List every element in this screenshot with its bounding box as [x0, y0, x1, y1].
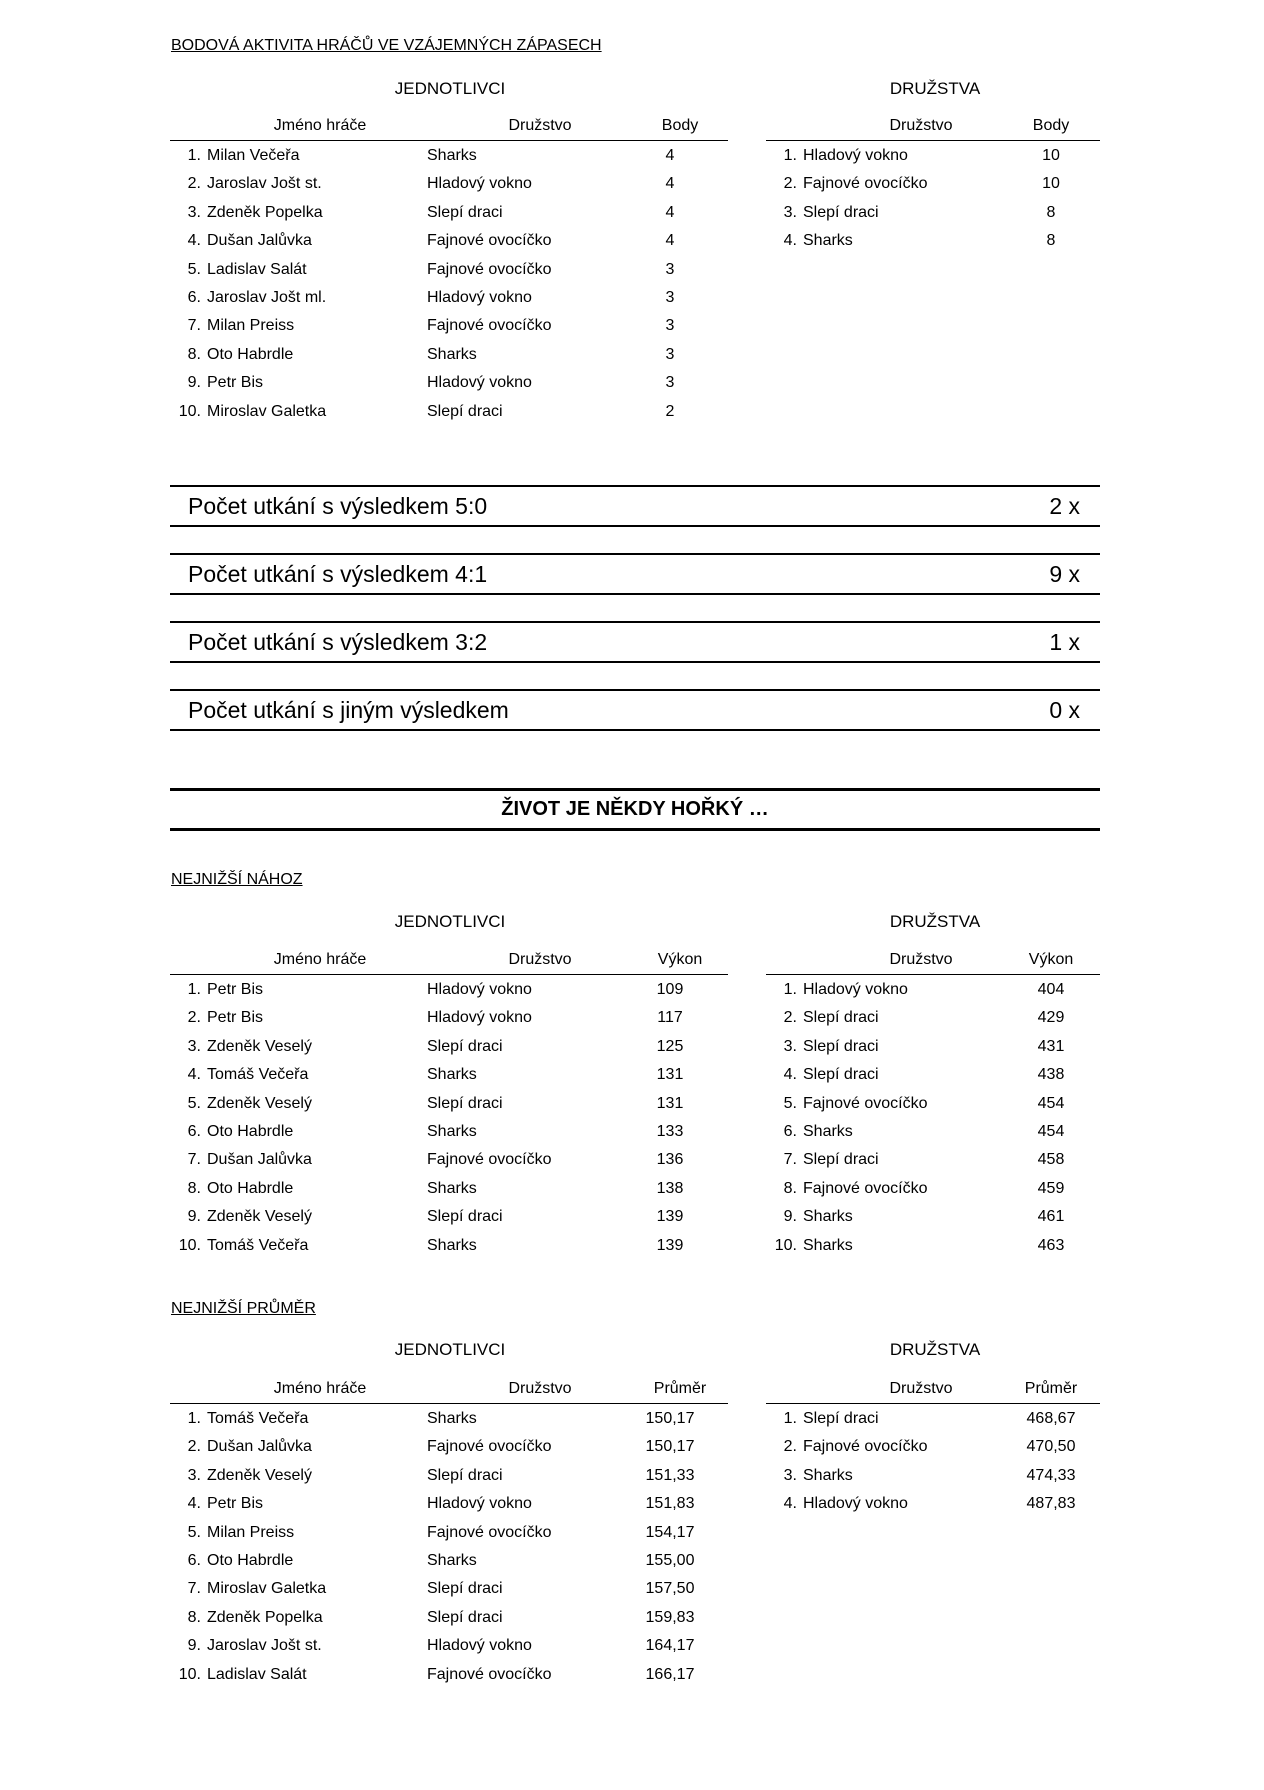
row-rank: 5.: [187, 1094, 201, 1112]
row-team: Sharks: [427, 1410, 477, 1427]
row-team: Slepí draci: [803, 1151, 879, 1169]
row-rank: 3.: [187, 203, 201, 221]
row-rank: 9.: [187, 374, 201, 392]
column-header-value: Výkon: [1028, 951, 1074, 968]
row-value: 8: [1046, 232, 1056, 250]
table-row: [170, 1404, 728, 1432]
row-rank: 9.: [187, 1637, 201, 1655]
row-team: Hladový vokno: [803, 981, 908, 998]
row-team: Slepí draci: [427, 1037, 503, 1055]
column-header-value: Průměr: [1024, 1380, 1078, 1397]
row-value: 151,33: [645, 1466, 695, 1484]
table-row: [170, 1145, 728, 1173]
table-row: [766, 1032, 1100, 1060]
row-player-name: Zdeněk Popelka: [207, 203, 323, 221]
row-team: Hladový vokno: [427, 1009, 532, 1027]
table-row: [766, 226, 1100, 254]
row-value: 404: [1037, 981, 1065, 998]
count-label: Počet utkání s výsledkem 4:1: [188, 561, 488, 587]
row-team: Sharks: [803, 1236, 853, 1254]
row-rank: 10.: [178, 402, 201, 420]
row-team: Hladový vokno: [427, 288, 532, 306]
row-player-name: Zdeněk Veselý: [207, 1208, 312, 1226]
row-value: 133: [656, 1122, 684, 1140]
row-team: Sharks: [803, 232, 853, 250]
row-rank: 4.: [187, 232, 201, 250]
lowest-average-teams-table: [766, 1377, 1100, 1518]
row-rank: 1.: [783, 147, 797, 164]
row-rank: 6.: [187, 288, 201, 306]
table-row: [170, 1660, 728, 1688]
column-header-team: Družstvo: [889, 117, 953, 134]
table-row: [170, 226, 728, 254]
table-row: [170, 1060, 728, 1088]
row-value: 8: [1046, 203, 1056, 221]
row-value: 3: [665, 345, 675, 363]
group-label-teams: DRUŽSTVA: [889, 1340, 981, 1359]
row-rank: 4.: [783, 1495, 797, 1513]
table-row: [170, 198, 728, 226]
row-player-name: Milan Večeřa: [207, 147, 300, 164]
row-rank: 8.: [187, 1608, 201, 1626]
row-rank: 2.: [783, 175, 797, 193]
row-team: Sharks: [427, 1179, 477, 1197]
table-row: [766, 1461, 1100, 1489]
row-value: 150,17: [645, 1438, 695, 1456]
row-rank: 10.: [774, 1236, 797, 1254]
row-player-name: Jaroslav Jošt st.: [207, 175, 322, 193]
row-team: Sharks: [803, 1208, 853, 1226]
row-player-name: Oto Habrdle: [207, 1179, 294, 1197]
points-individuals-table: [170, 114, 728, 425]
table-row: [766, 1145, 1100, 1173]
table-header: [766, 948, 1100, 975]
row-value: 3: [665, 374, 675, 392]
column-header-team: Družstvo: [508, 951, 572, 968]
table-row: [766, 1202, 1100, 1230]
row-value: 3: [665, 288, 675, 306]
row-team: Slepí draci: [427, 1208, 503, 1226]
row-player-name: Milan Preiss: [207, 1523, 295, 1541]
column-header-name: Jméno hráče: [273, 951, 367, 968]
count-value: 0 x: [1049, 697, 1080, 723]
table-row: [170, 368, 728, 396]
row-value: 125: [656, 1037, 684, 1055]
row-value: 154,17: [645, 1523, 695, 1541]
row-value: 468,67: [1026, 1410, 1076, 1427]
table-row: [766, 1060, 1100, 1088]
row-team: Slepí draci: [427, 1094, 503, 1112]
row-value: 3: [665, 260, 675, 278]
row-rank: 1.: [783, 981, 797, 998]
row-player-name: Zdeněk Veselý: [207, 1094, 312, 1112]
row-value: 139: [656, 1208, 684, 1226]
table-row: [170, 141, 728, 169]
table-row: [170, 1032, 728, 1060]
column-header-name: Jméno hráče: [273, 117, 367, 134]
row-team: Fajnové ovocíčko: [427, 317, 552, 335]
table-row: [170, 1117, 728, 1145]
row-value: 458: [1037, 1151, 1065, 1169]
table-row: [170, 1546, 728, 1574]
count-value: 9 x: [1049, 561, 1080, 587]
row-player-name: Dušan Jalůvka: [207, 1151, 312, 1169]
row-value: 138: [656, 1179, 684, 1197]
table-row: [766, 141, 1100, 169]
row-team: Fajnové ovocíčko: [803, 1179, 928, 1197]
count-row-3-2: [170, 621, 1100, 663]
row-value: 454: [1037, 1122, 1065, 1140]
row-team: Fajnové ovocíčko: [427, 1438, 552, 1456]
row-value: 4: [665, 147, 675, 164]
row-player-name: Milan Preiss: [207, 317, 295, 335]
column-header-team: Družstvo: [889, 951, 953, 968]
table-row: [766, 1489, 1100, 1517]
row-player-name: Dušan Jalůvka: [207, 1438, 312, 1456]
row-player-name: Miroslav Galetka: [207, 402, 327, 420]
row-rank: 1.: [187, 147, 201, 164]
banner-text: ŽIVOT JE NĚKDY HOŘKÝ …: [501, 798, 769, 820]
row-team: Sharks: [803, 1466, 853, 1484]
row-player-name: Oto Habrdle: [207, 345, 294, 363]
row-rank: 9.: [187, 1208, 201, 1226]
row-team: Fajnové ovocíčko: [427, 1151, 552, 1169]
row-player-name: Zdeněk Popelka: [207, 1608, 323, 1626]
row-rank: 5.: [187, 1523, 201, 1541]
table-row: [766, 1089, 1100, 1117]
table-row: [170, 1432, 728, 1460]
row-player-name: Petr Bis: [207, 374, 264, 392]
table-row: [170, 169, 728, 197]
table-row: [170, 397, 728, 425]
row-rank: 10.: [178, 1236, 201, 1254]
table-header: [170, 114, 728, 141]
row-team: Hladový vokno: [803, 1495, 908, 1513]
row-team: Slepí draci: [427, 1608, 503, 1626]
table-row: [170, 283, 728, 311]
row-value: 157,50: [645, 1580, 695, 1598]
row-rank: 6.: [187, 1122, 201, 1140]
row-value: 155,00: [645, 1551, 695, 1569]
row-value: 438: [1037, 1066, 1065, 1084]
count-value: 2 x: [1049, 493, 1080, 519]
table-row: [766, 1404, 1100, 1432]
row-player-name: Jaroslav Jošt st.: [207, 1637, 322, 1655]
row-rank: 2.: [783, 1009, 797, 1027]
row-team: Slepí draci: [803, 1410, 879, 1427]
row-rank: 8.: [187, 345, 201, 363]
row-value: 4: [665, 175, 675, 193]
row-value: 431: [1037, 1037, 1065, 1055]
table-row: [170, 1174, 728, 1202]
table-row: [170, 1518, 728, 1546]
row-rank: 1.: [187, 981, 201, 998]
row-rank: 7.: [187, 317, 201, 335]
row-rank: 6.: [187, 1551, 201, 1569]
row-team: Fajnové ovocíčko: [803, 1094, 928, 1112]
row-team: Fajnové ovocíčko: [427, 232, 552, 250]
lowest-throw-teams-table: [766, 948, 1100, 1259]
row-team: Slepí draci: [803, 1009, 879, 1027]
row-rank: 4.: [187, 1066, 201, 1084]
row-team: Slepí draci: [803, 203, 879, 221]
banner: [170, 788, 1100, 831]
row-rank: 1.: [187, 1410, 201, 1427]
row-rank: 2.: [187, 1009, 201, 1027]
row-player-name: Tomáš Večeřa: [207, 1066, 309, 1084]
row-value: 150,17: [645, 1410, 695, 1427]
row-rank: 2.: [783, 1438, 797, 1456]
table-row: [170, 1489, 728, 1517]
column-header-value: Výkon: [657, 951, 703, 968]
row-value: 463: [1037, 1236, 1065, 1254]
row-team: Hladový vokno: [427, 1637, 532, 1655]
count-row-other: [170, 689, 1100, 731]
table-header: [766, 1377, 1100, 1404]
row-team: Fajnové ovocíčko: [427, 1523, 552, 1541]
table-row: [766, 975, 1100, 1003]
table-row: [766, 1117, 1100, 1145]
table-row: [766, 1003, 1100, 1031]
points-teams-table: [766, 114, 1100, 255]
row-team: Sharks: [427, 1236, 477, 1254]
row-team: Fajnové ovocíčko: [803, 1438, 928, 1456]
table-row: [170, 1603, 728, 1631]
row-value: 4: [665, 232, 675, 250]
row-value: 10: [1042, 147, 1060, 164]
column-header-value: Body: [1032, 117, 1070, 134]
row-team: Sharks: [803, 1122, 853, 1140]
group-label-individuals: JEDNOTLIVCI: [394, 912, 506, 931]
table-row: [170, 340, 728, 368]
row-player-name: Oto Habrdle: [207, 1122, 294, 1140]
row-team: Slepí draci: [427, 1580, 503, 1598]
table-row: [766, 1432, 1100, 1460]
row-value: 109: [656, 981, 684, 998]
column-header-team: Družstvo: [508, 1380, 572, 1397]
row-team: Hladový vokno: [803, 147, 908, 164]
section-title-points: BODOVÁ AKTIVITA HRÁČŮ VE VZÁJEMNÝCH ZÁPASECH: [171, 37, 602, 54]
table-row: [170, 1202, 728, 1230]
count-row-4-1: [170, 553, 1100, 595]
section-title-lowest-throw: NEJNIŽŠÍ NÁHOZ: [171, 871, 303, 888]
row-player-name: Petr Bis: [207, 981, 264, 998]
row-team: Slepí draci: [427, 203, 503, 221]
row-rank: 4.: [783, 232, 797, 250]
row-rank: 3.: [783, 1037, 797, 1055]
row-value: 151,83: [645, 1495, 695, 1513]
row-rank: 2.: [187, 175, 201, 193]
row-rank: 8.: [783, 1179, 797, 1197]
row-rank: 8.: [187, 1179, 201, 1197]
row-player-name: Tomáš Večeřa: [207, 1236, 309, 1254]
table-row: [170, 1231, 728, 1259]
row-rank: 3.: [783, 1466, 797, 1484]
table-row: [170, 1631, 728, 1659]
row-player-name: Miroslav Galetka: [207, 1580, 327, 1598]
row-rank: 7.: [783, 1151, 797, 1169]
table-row: [170, 1574, 728, 1602]
row-rank: 4.: [187, 1495, 201, 1513]
count-label: Počet utkání s jiným výsledkem: [188, 697, 509, 723]
row-value: 139: [656, 1236, 684, 1254]
column-header-value: Průměr: [653, 1380, 707, 1397]
row-team: Sharks: [427, 147, 477, 164]
table-row: [766, 169, 1100, 197]
table-header: [766, 114, 1100, 141]
row-team: Slepí draci: [427, 402, 503, 420]
row-team: Sharks: [427, 1551, 477, 1569]
row-team: Sharks: [427, 345, 477, 363]
group-label-teams: DRUŽSTVA: [889, 79, 981, 98]
row-value: 454: [1037, 1094, 1065, 1112]
count-value: 1 x: [1049, 629, 1080, 655]
row-value: 164,17: [645, 1637, 695, 1655]
row-rank: 7.: [187, 1151, 201, 1169]
group-label-teams: DRUŽSTVA: [889, 912, 981, 931]
row-player-name: Zdeněk Veselý: [207, 1466, 312, 1484]
row-rank: 10.: [178, 1665, 201, 1683]
row-rank: 3.: [187, 1466, 201, 1484]
table-row: [766, 1231, 1100, 1259]
table-row: [170, 1461, 728, 1489]
row-value: 459: [1037, 1179, 1065, 1197]
row-value: 136: [656, 1151, 684, 1169]
row-team: Hladový vokno: [427, 374, 532, 392]
table-row: [170, 311, 728, 339]
row-value: 131: [656, 1094, 684, 1112]
row-rank: 3.: [187, 1037, 201, 1055]
count-label: Počet utkání s výsledkem 5:0: [188, 493, 488, 519]
row-team: Hladový vokno: [427, 981, 532, 998]
row-value: 4: [665, 203, 675, 221]
table-header: [170, 1377, 728, 1404]
row-rank: 9.: [783, 1208, 797, 1226]
row-value: 487,83: [1026, 1495, 1076, 1513]
row-player-name: Oto Habrdle: [207, 1551, 294, 1569]
row-team: Hladový vokno: [427, 1495, 532, 1513]
row-value: 429: [1037, 1009, 1065, 1027]
row-value: 166,17: [645, 1665, 695, 1683]
row-player-name: Tomáš Večeřa: [207, 1410, 309, 1427]
table-row: [170, 1089, 728, 1117]
count-row-5-0: [170, 485, 1100, 527]
table-row: [766, 198, 1100, 226]
row-value: 10: [1042, 175, 1060, 193]
row-value: 117: [657, 1009, 683, 1027]
table-row: [170, 1003, 728, 1031]
row-player-name: Dušan Jalůvka: [207, 232, 312, 250]
table-row: [170, 975, 728, 1003]
row-player-name: Jaroslav Jošt ml.: [207, 288, 327, 306]
row-player-name: Petr Bis: [207, 1495, 264, 1513]
group-label-individuals: JEDNOTLIVCI: [394, 79, 506, 98]
row-rank: 4.: [783, 1066, 797, 1084]
row-value: 461: [1037, 1208, 1065, 1226]
row-team: Slepí draci: [803, 1066, 879, 1084]
row-rank: 7.: [187, 1580, 201, 1598]
row-team: Slepí draci: [427, 1466, 503, 1484]
row-rank: 3.: [783, 203, 797, 221]
section-title-lowest-average: NEJNIŽŠÍ PRŮMĚR: [171, 1300, 316, 1317]
row-value: 131: [656, 1066, 684, 1084]
lowest-throw-individuals-table: [170, 948, 728, 1259]
row-value: 3: [665, 317, 675, 335]
row-rank: 2.: [187, 1438, 201, 1456]
row-team: Fajnové ovocíčko: [803, 175, 928, 193]
row-value: 2: [665, 402, 675, 420]
row-rank: 6.: [783, 1122, 797, 1140]
count-label: Počet utkání s výsledkem 3:2: [188, 629, 488, 655]
row-rank: 5.: [783, 1094, 797, 1112]
column-header-team: Družstvo: [889, 1380, 953, 1397]
row-player-name: Ladislav Salát: [207, 260, 307, 278]
row-team: Sharks: [427, 1122, 477, 1140]
row-player-name: Ladislav Salát: [207, 1665, 307, 1683]
row-value: 474,33: [1026, 1466, 1076, 1484]
row-team: Slepí draci: [803, 1037, 879, 1055]
row-rank: 1.: [783, 1410, 797, 1427]
row-value: 470,50: [1026, 1438, 1076, 1456]
row-player-name: Petr Bis: [207, 1009, 264, 1027]
column-header-team: Družstvo: [508, 117, 572, 134]
row-value: 159,83: [645, 1608, 695, 1626]
row-team: Fajnové ovocíčko: [427, 260, 552, 278]
row-team: Sharks: [427, 1066, 477, 1084]
table-header: [170, 948, 728, 975]
row-team: Fajnové ovocíčko: [427, 1665, 552, 1683]
row-team: Hladový vokno: [427, 175, 532, 193]
table-row: [766, 1174, 1100, 1202]
column-header-value: Body: [661, 117, 699, 134]
table-row: [170, 255, 728, 283]
column-header-name: Jméno hráče: [273, 1380, 367, 1397]
group-label-individuals: JEDNOTLIVCI: [394, 1340, 506, 1359]
row-player-name: Zdeněk Veselý: [207, 1037, 312, 1055]
row-rank: 5.: [187, 260, 201, 278]
lowest-average-individuals-table: [170, 1377, 728, 1688]
